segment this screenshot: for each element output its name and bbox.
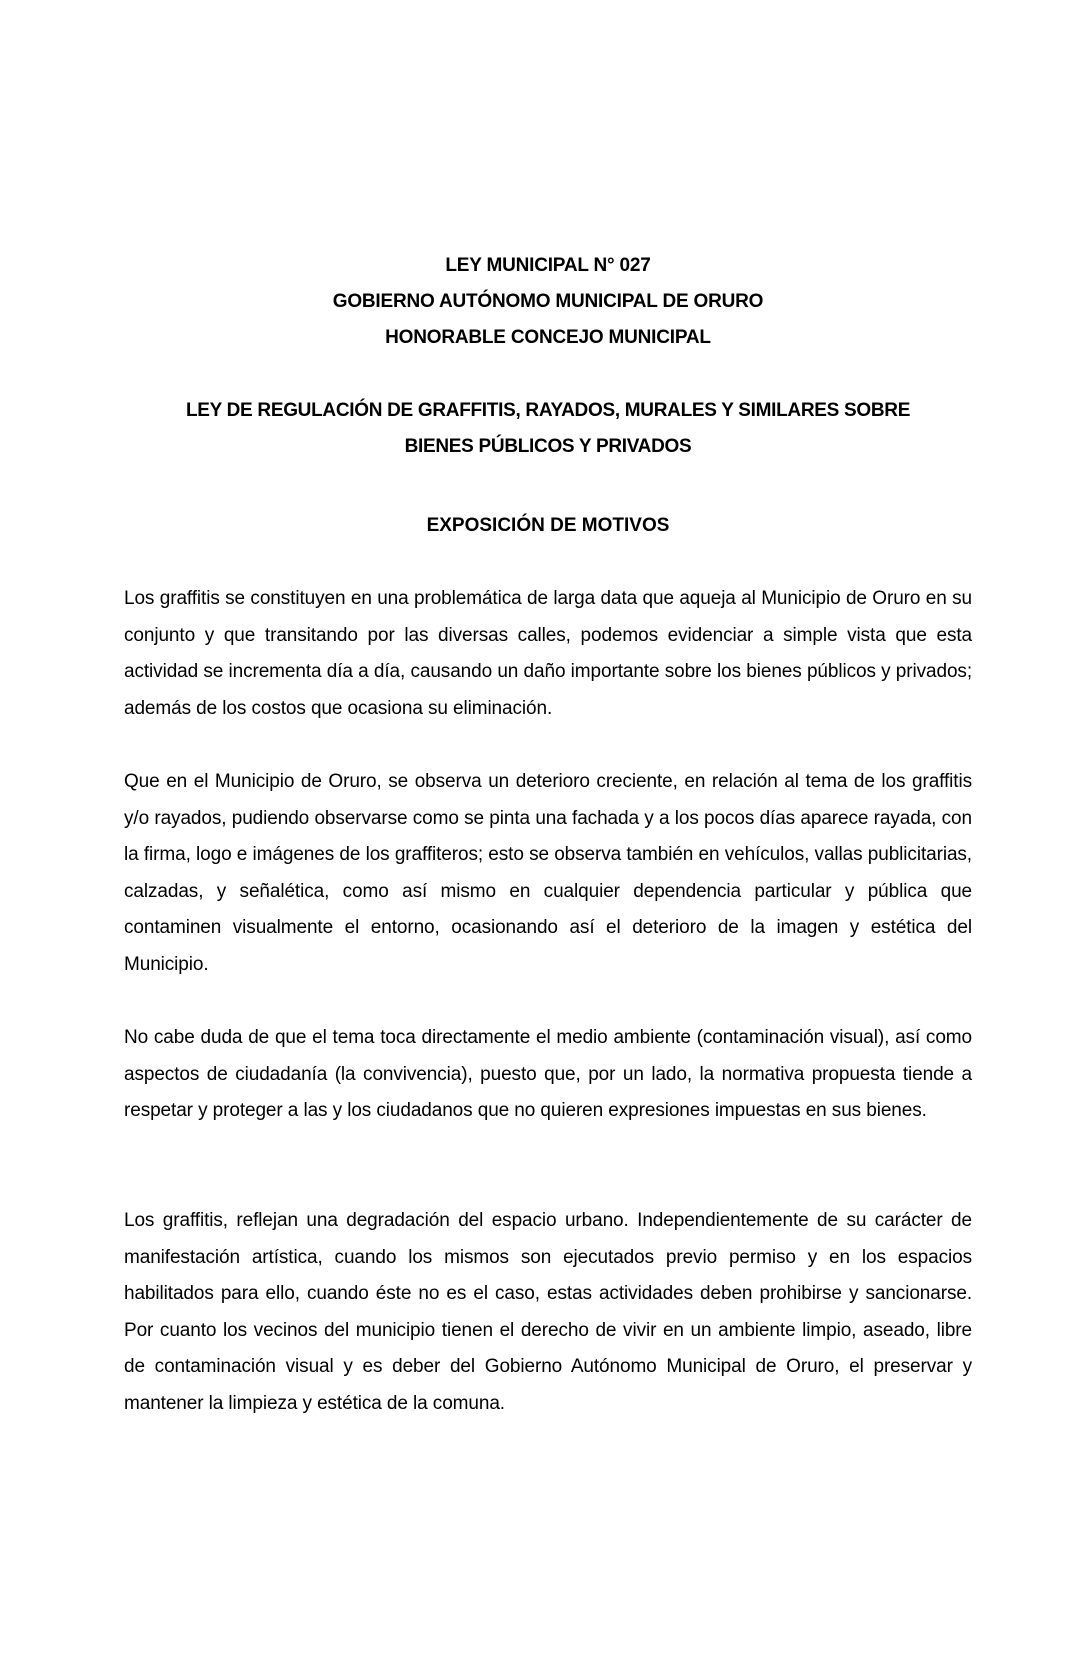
paragraph-1: Los graffitis se constituyen en una problemática de larga data que aqueja al Municipio de Oruro en su conjunto y que transitando por las diversas calles, podemos evidenciar a simple vista que esta actividad se incrementa día a día, causando un daño importante sobre los bienes públicos y privados; además de los costos que ocasiona su eliminación. [124,588,972,719]
government-name: GOBIERNO AUTÓNOMO MUNICIPAL DE ORURO [332,291,764,312]
paragraph-4: Los graffitis, reflejan una degradación del espacio urbano. Independientemente de su carácter de manifestación artística, cuando los mismos son ejecutados previo permiso y en los espacios habilitados para ello, cuando éste no es el caso, estas actividades deben prohibirse y sancionarse. Por cuanto los vecinos del municipio tienen el derecho de vivir en un ambiente limpio, aseado, libre de contaminación visual y es deber del Gobierno Autónomo Municipal de Oruro, el preservar y mantener la limpieza y estética de la comuna. [124,1210,972,1414]
paragraph-3: No cabe duda de que el tema toca directamente el medio ambiente (contaminación visual), así como aspectos de ciudadanía (la convivencia), puesto que, por un lado, la normativa propuesta tiende a respetar y proteger a las y los ciudadanos que no quieren expresiones impuestas en sus bienes. [124,1027,972,1121]
council-name: HONORABLE CONCEJO MUNICIPAL [385,327,711,348]
law-title-line-1: LEY DE REGULACIÓN DE GRAFFITIS, RAYADOS, MURALES Y SIMILARES SOBRE [185,400,911,421]
law-number: LEY MUNICIPAL N° 027 [445,255,651,276]
law-title-line-2: BIENES PÚBLICOS Y PRIVADOS [404,436,692,457]
section-heading: EXPOSICIÓN DE MOTIVOS [426,515,670,536]
document-header [124,248,972,356]
paragraph-2: Que en el Municipio de Oruro, se observa un deterioro creciente, en relación al tema de los graffitis y/o rayados, pudiendo observarse como se pinta una fachada y a los pocos días aparece rayada, con la firma, logo e imágenes de los graffiteros; esto se observa también en vehículos, vallas publicitarias, calzadas, y señalética, como así mismo en cualquier dependencia particular y pública que contaminen visualmente el entorno, ocasionando así el deterioro de la imagen y estética del Municipio. [124,771,972,975]
law-title [124,393,972,465]
